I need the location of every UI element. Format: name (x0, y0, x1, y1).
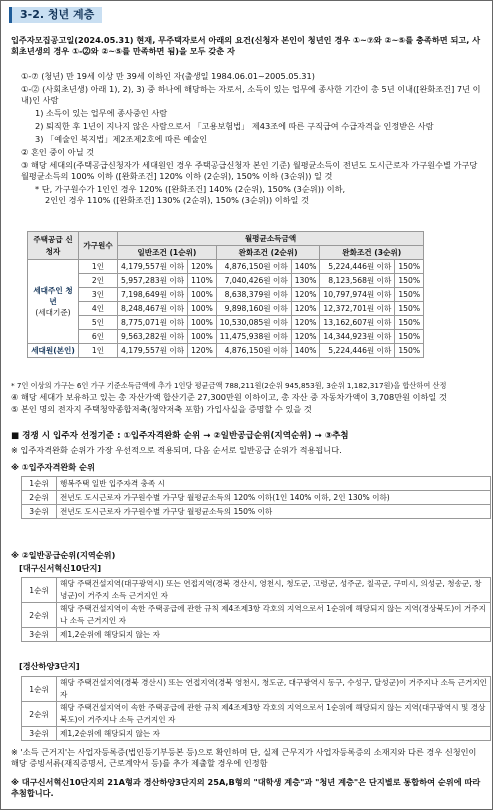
cell-c2-amount: 4,876,150원 이하 (216, 344, 291, 358)
th-cond3: 완화조건 (3순위) (320, 246, 424, 260)
rank-row (22, 603, 491, 628)
rank1-heading: ※ ①입주자격완화 순위 (11, 462, 95, 472)
req-newcomer-3: 3) 「예술인 복지법」제2조제2호에 따른 예술인 (35, 134, 208, 144)
footnote-income-basis: ※ '소득 근거지'는 사업자등록증(법인등기부등본 등)으로 확인하며 단, 실제 근무지가 사업자등록증의 소재지와 다른 경우 신청인이 해당 증빙서류(재직증명서, 근로계약서 등)를 추가 제출할 경우에 인정함 (11, 747, 477, 768)
rank-row (22, 505, 491, 519)
rank-desc: 해당 주택건설지역이 속한 주택공급에 관한 규칙 제4조제3항 각호의 지역으로서 1순위에 해당되지 않는 지역(대구광역시 및 경상북도)이 거주지나 소득 근거지인 자 (57, 702, 491, 727)
cell-c1-pct: 120% (188, 260, 217, 274)
cell-c3-pct: 150% (395, 316, 424, 330)
group-member-head: 세대원(본인) (28, 344, 79, 358)
req-youth: ①-⑦ (청년) 만 19세 이상 만 39세 이하인 자(출생일 1984.06.01~2005.05.31) (21, 71, 315, 81)
footnote-lottery: ※ 대구신서혁신10단지의 21A형과 경산하양3단지의 25A,B형의 "대학생 계층"과 "청년 계층"은 단지별로 통합하여 순위에 따라 추첨합니다. (11, 777, 481, 798)
income-row (28, 302, 424, 316)
req-income: ③ 해당 세대의(주택공급신청자가 세대원인 경우 주택공급신청자 본인 기준) 월평균소득이 전년도 도시근로자 가구원수별 가구당 월평균소득의 100% 이하 ([완화조건] 120% 이하 (2순위), 150% 이하 (3순위)) 일 것 (21, 160, 478, 181)
cell-c3-pct: 150% (395, 274, 424, 288)
cell-c3-pct: 150% (395, 260, 424, 274)
cell-size: 6인 (79, 330, 118, 344)
cell-c3-amount: 10,797,974원 이하 (320, 288, 395, 302)
cell-c1-amount: 8,248,467원 이하 (118, 302, 188, 316)
rank-label: 1순위 (22, 477, 57, 491)
requirements-list (11, 71, 486, 206)
intro-paragraph (11, 35, 486, 57)
cell-c3-amount: 5,224,446원 이하 (320, 344, 395, 358)
rank-desc: 행복주택 일반 입주자격 충족 시 (57, 477, 491, 491)
rank1-table (21, 476, 491, 519)
th-income-group: 월평균소득금액 (118, 232, 424, 246)
rank-desc: 제1,2순위에 해당되지 않는 자 (57, 628, 491, 642)
income-row (28, 344, 424, 358)
cell-c3-pct: 150% (395, 330, 424, 344)
rank1-wrap (21, 476, 491, 519)
cell-c2-pct: 140% (291, 344, 320, 358)
cell-c1-pct: 100% (188, 316, 217, 330)
cell-c1-pct: 100% (188, 302, 217, 316)
rank-row (22, 628, 491, 642)
cell-c1-amount: 9,563,282원 이하 (118, 330, 188, 344)
rank-row (22, 702, 491, 727)
income-row (28, 288, 424, 302)
cell-c2-amount: 8,638,379원 이하 (216, 288, 291, 302)
note-7plus: * 7인 이상의 가구는 6인 가구 기준소득금액에 추가 1인당 평균금액 788,211원(2순위 945,853원, 3순위 1,182,317원)을 합산하여 산정 (11, 381, 447, 390)
selection-heading: ■ 경쟁 시 입주자 선정기준 : ①입주자격완화 순위 → ②일반공급순위(지역순위) → ③추첨 (11, 431, 349, 441)
cell-c3-amount: 12,372,701원 이하 (320, 302, 395, 316)
section-title: 3-2. 청년 계층 (9, 7, 102, 23)
cell-c2-amount: 10,530,085원 이하 (216, 316, 291, 330)
group-youth-head (28, 260, 79, 344)
cell-c1-pct: 120% (188, 344, 217, 358)
cell-size: 1인 (79, 260, 118, 274)
rank-label: 2순위 (22, 702, 57, 727)
rank-desc: 전년도 도시근로자 가구원수별 가구당 월평균소득의 150% 이하 (57, 505, 491, 519)
cell-c1-pct: 110% (188, 274, 217, 288)
rank-desc: 해당 주택건설지역이 속한 주택공급에 관한 규칙 제4조제3항 각호의 지역으로서 1순위에 해당되지 않는 지역(경상북도)이 거주지나 소득 근거지인 자 (57, 603, 491, 628)
income-row (28, 260, 424, 274)
rank-row (22, 477, 491, 491)
cell-c3-pct: 150% (395, 288, 424, 302)
intro-text: 입주자모집공고일(2024.05.31) 현재, 무주택자로서 아래의 요건(신청자 본인이 청년인 경우 ①~⑦와 ②~⑤를 충족하면 되고, 사회초년생의 경우 ①-⓶와 ②~⑤를 만족하면 됨)을 모두 갖춘 자 (11, 35, 481, 56)
rank3-wrap (21, 676, 491, 741)
cell-c1-amount: 8,775,071원 이하 (118, 316, 188, 330)
group-youth-sub: (세대기준) (35, 308, 71, 317)
req-income-note2: 2인인 경우 110% ([완화조건] 130% (2순위), 150% (3순위)) 이하일 것 (45, 195, 309, 205)
cell-size: 4인 (79, 302, 118, 316)
cell-c2-pct: 140% (291, 260, 320, 274)
cell-c3-amount: 14,344,923원 이하 (320, 330, 395, 344)
cell-c1-pct: 100% (188, 288, 217, 302)
cell-c2-amount: 11,475,938원 이하 (216, 330, 291, 344)
income-table (27, 231, 424, 358)
cell-c2-pct: 130% (291, 274, 320, 288)
cell-c3-pct: 150% (395, 344, 424, 358)
th-cond1: 일반조건 (1순위) (118, 246, 217, 260)
cell-c2-amount: 4,876,150원 이하 (216, 260, 291, 274)
income-row (28, 274, 424, 288)
req-savings: ⑤ 본인 명의 전자지 주택청약종합저축(청약저축 포함) 가입사실을 증명할 수 있을 것 (11, 404, 312, 414)
cell-size: 3인 (79, 288, 118, 302)
cell-size: 1인 (79, 344, 118, 358)
rank-label: 3순위 (22, 628, 57, 642)
cell-c2-pct: 120% (291, 288, 320, 302)
cell-size: 5인 (79, 316, 118, 330)
cell-c2-pct: 120% (291, 302, 320, 316)
rank-label: 2순위 (22, 491, 57, 505)
th-household-size: 가구원수 (79, 232, 118, 260)
rank-row (22, 578, 491, 603)
rank-desc: 전년도 도시근로자 가구원수별 가구당 월평균소득의 120% 이하(1인 140% 이하, 2인 130% 이하) (57, 491, 491, 505)
rank-label: 3순위 (22, 727, 57, 741)
cell-c1-amount: 7,198,649원 이하 (118, 288, 188, 302)
req-assets: ④ 해당 세대가 보유하고 있는 총 자산가액 합산기준 27,300만원 이하이고, 총 자산 중 자동차가액이 3,708만원 이하일 것 (11, 392, 447, 402)
rank-row (22, 727, 491, 741)
selection-note: ※ 입주자격완화 순위가 가장 우선적으로 적용되며, 다음 순서로 일반공급 순위가 적용됩니다. (11, 445, 342, 455)
rank-label: 1순위 (22, 677, 57, 702)
income-table-body (28, 260, 424, 358)
cell-c3-pct: 150% (395, 302, 424, 316)
req-newcomer: ①-⓶ (사회초년생) 아래 1), 2), 3) 중 하나에 해당하는 자로서, 소득이 있는 업무에 종사한 기간이 총 5년 이내([완화조건] 7년 이내)인 사람 (21, 84, 481, 105)
cell-c1-pct: 100% (188, 330, 217, 344)
rank-desc: 제1,2순위에 해당되지 않는 자 (57, 727, 491, 741)
rank2-heading: ※ ②일반공급순위(지역순위) (11, 550, 116, 560)
cell-c3-amount: 5,224,446원 이하 (320, 260, 395, 274)
rank-desc: 해당 주택건설지역(경북 경산시) 또는 연접지역(경북 영천시, 청도군, 대구광역시 동구, 수성구, 달성군)이 거주지나 소득 근거지인 자 (57, 677, 491, 702)
income-row (28, 316, 424, 330)
req-income-note1: * 단, 가구원수가 1인인 경우 120% ([완화조건] 140% (2순위), 150% (3순위)) 이하, (35, 184, 346, 194)
cell-c1-amount: 4,179,557원 이하 (118, 344, 188, 358)
req-newcomer-1: 1) 소득이 있는 업무에 종사중인 사람 (35, 108, 168, 118)
rank-row (22, 491, 491, 505)
cell-c2-amount: 9,898,160원 이하 (216, 302, 291, 316)
cell-size: 2인 (79, 274, 118, 288)
req-newcomer-2: 2) 퇴직한 후 1년이 지나지 않은 사람으로서 「고용보험법」 제43조에 따른 구직급여 수급자격을 인정받은 사람 (35, 121, 434, 131)
rank2-table (21, 577, 491, 642)
th-applicant: 주택공급 신청자 (28, 232, 79, 260)
rank-label: 1순위 (22, 578, 57, 603)
req-unmarried: ② 혼인 중이 아닐 것 (21, 147, 95, 157)
income-row (28, 330, 424, 344)
rank3-table (21, 676, 491, 741)
cell-c3-amount: 8,123,568원 이하 (320, 274, 395, 288)
rank2-wrap (21, 577, 491, 642)
daegu-label: [대구신서혁신10단지] (19, 563, 102, 573)
cell-c2-amount: 7,040,426원 이하 (216, 274, 291, 288)
cell-c2-pct: 120% (291, 316, 320, 330)
cell-c3-amount: 13,162,607원 이하 (320, 316, 395, 330)
gyeongsan-label: [경산하양3단지] (19, 661, 80, 671)
group-youth-label: 세대주인 청년 (33, 286, 73, 306)
cell-c2-pct: 120% (291, 330, 320, 344)
rank-desc: 해당 주택건설지역(대구광역시) 또는 연접지역(경북 경산시, 영천시, 청도군, 고령군, 성주군, 칠곡군, 구미시, 의성군, 청송군, 창녕군)이 거주지 소득 근거지인 자 (57, 578, 491, 603)
rank-label: 2순위 (22, 603, 57, 628)
th-cond2: 완화조건 (2순위) (216, 246, 320, 260)
rank-label: 3순위 (22, 505, 57, 519)
cell-c1-amount: 5,957,283원 이하 (118, 274, 188, 288)
cell-c1-amount: 4,179,557원 이하 (118, 260, 188, 274)
income-table-wrap (27, 231, 424, 358)
rank-row (22, 677, 491, 702)
